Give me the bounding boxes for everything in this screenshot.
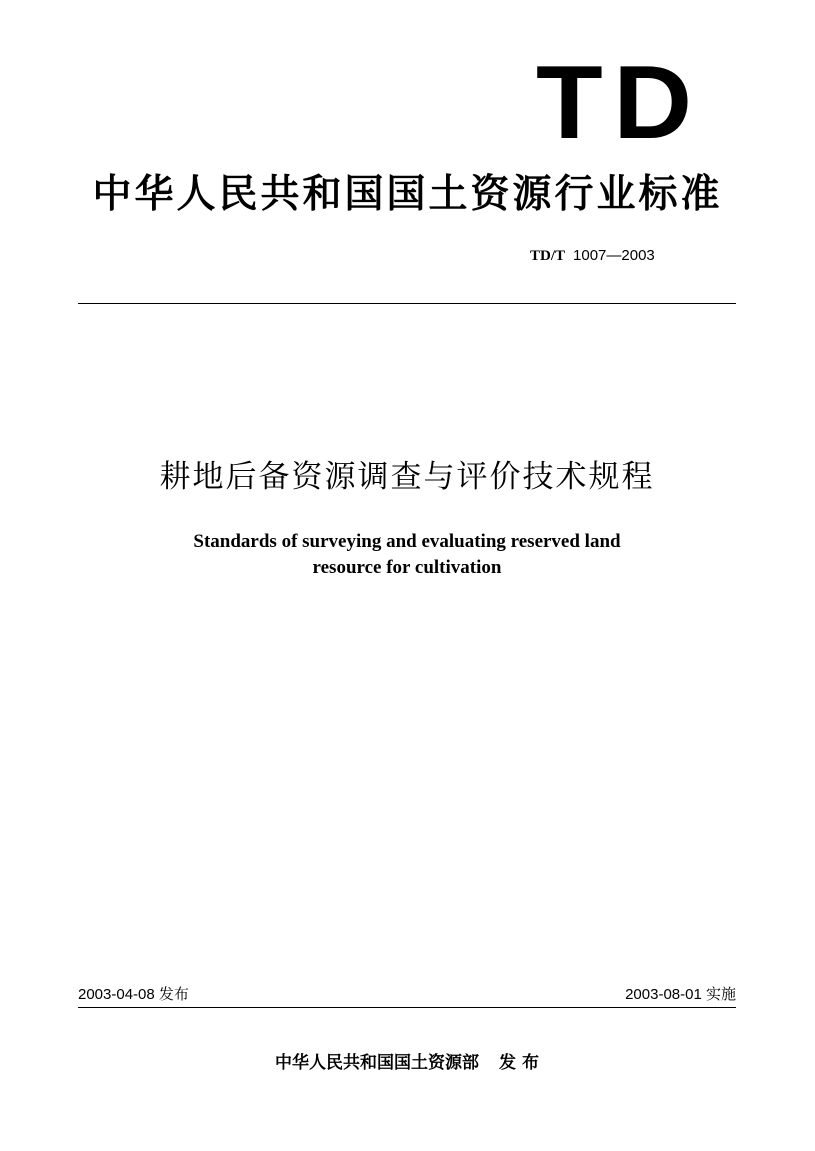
- implementation-date: 2003-08-01 实施: [625, 986, 736, 1003]
- bottom-divider: [78, 1007, 736, 1008]
- release-date: 2003-04-08 发布: [78, 986, 189, 1003]
- document-title-en-line1: Standards of surveying and evaluating reserved land: [193, 531, 621, 552]
- standard-prefix: TD/T: [530, 248, 566, 264]
- document-title-en: [78, 529, 736, 581]
- document-title-en-line2: resource for cultivation: [312, 557, 502, 578]
- issuer-action: 发 布: [499, 1053, 539, 1073]
- issuer-line: [78, 1050, 736, 1076]
- standard-number: 1007—2003: [573, 247, 655, 264]
- standard-code: [530, 244, 655, 267]
- organization-standard-title: 中华人民共和国国土资源行业标准: [92, 171, 723, 217]
- td-logo: TD: [536, 45, 703, 161]
- issuer-name: 中华人民共和国国土资源部: [275, 1053, 480, 1073]
- top-divider: [78, 303, 736, 304]
- document-title-cn: 耕地后备资源调查与评价技术规程: [159, 459, 655, 495]
